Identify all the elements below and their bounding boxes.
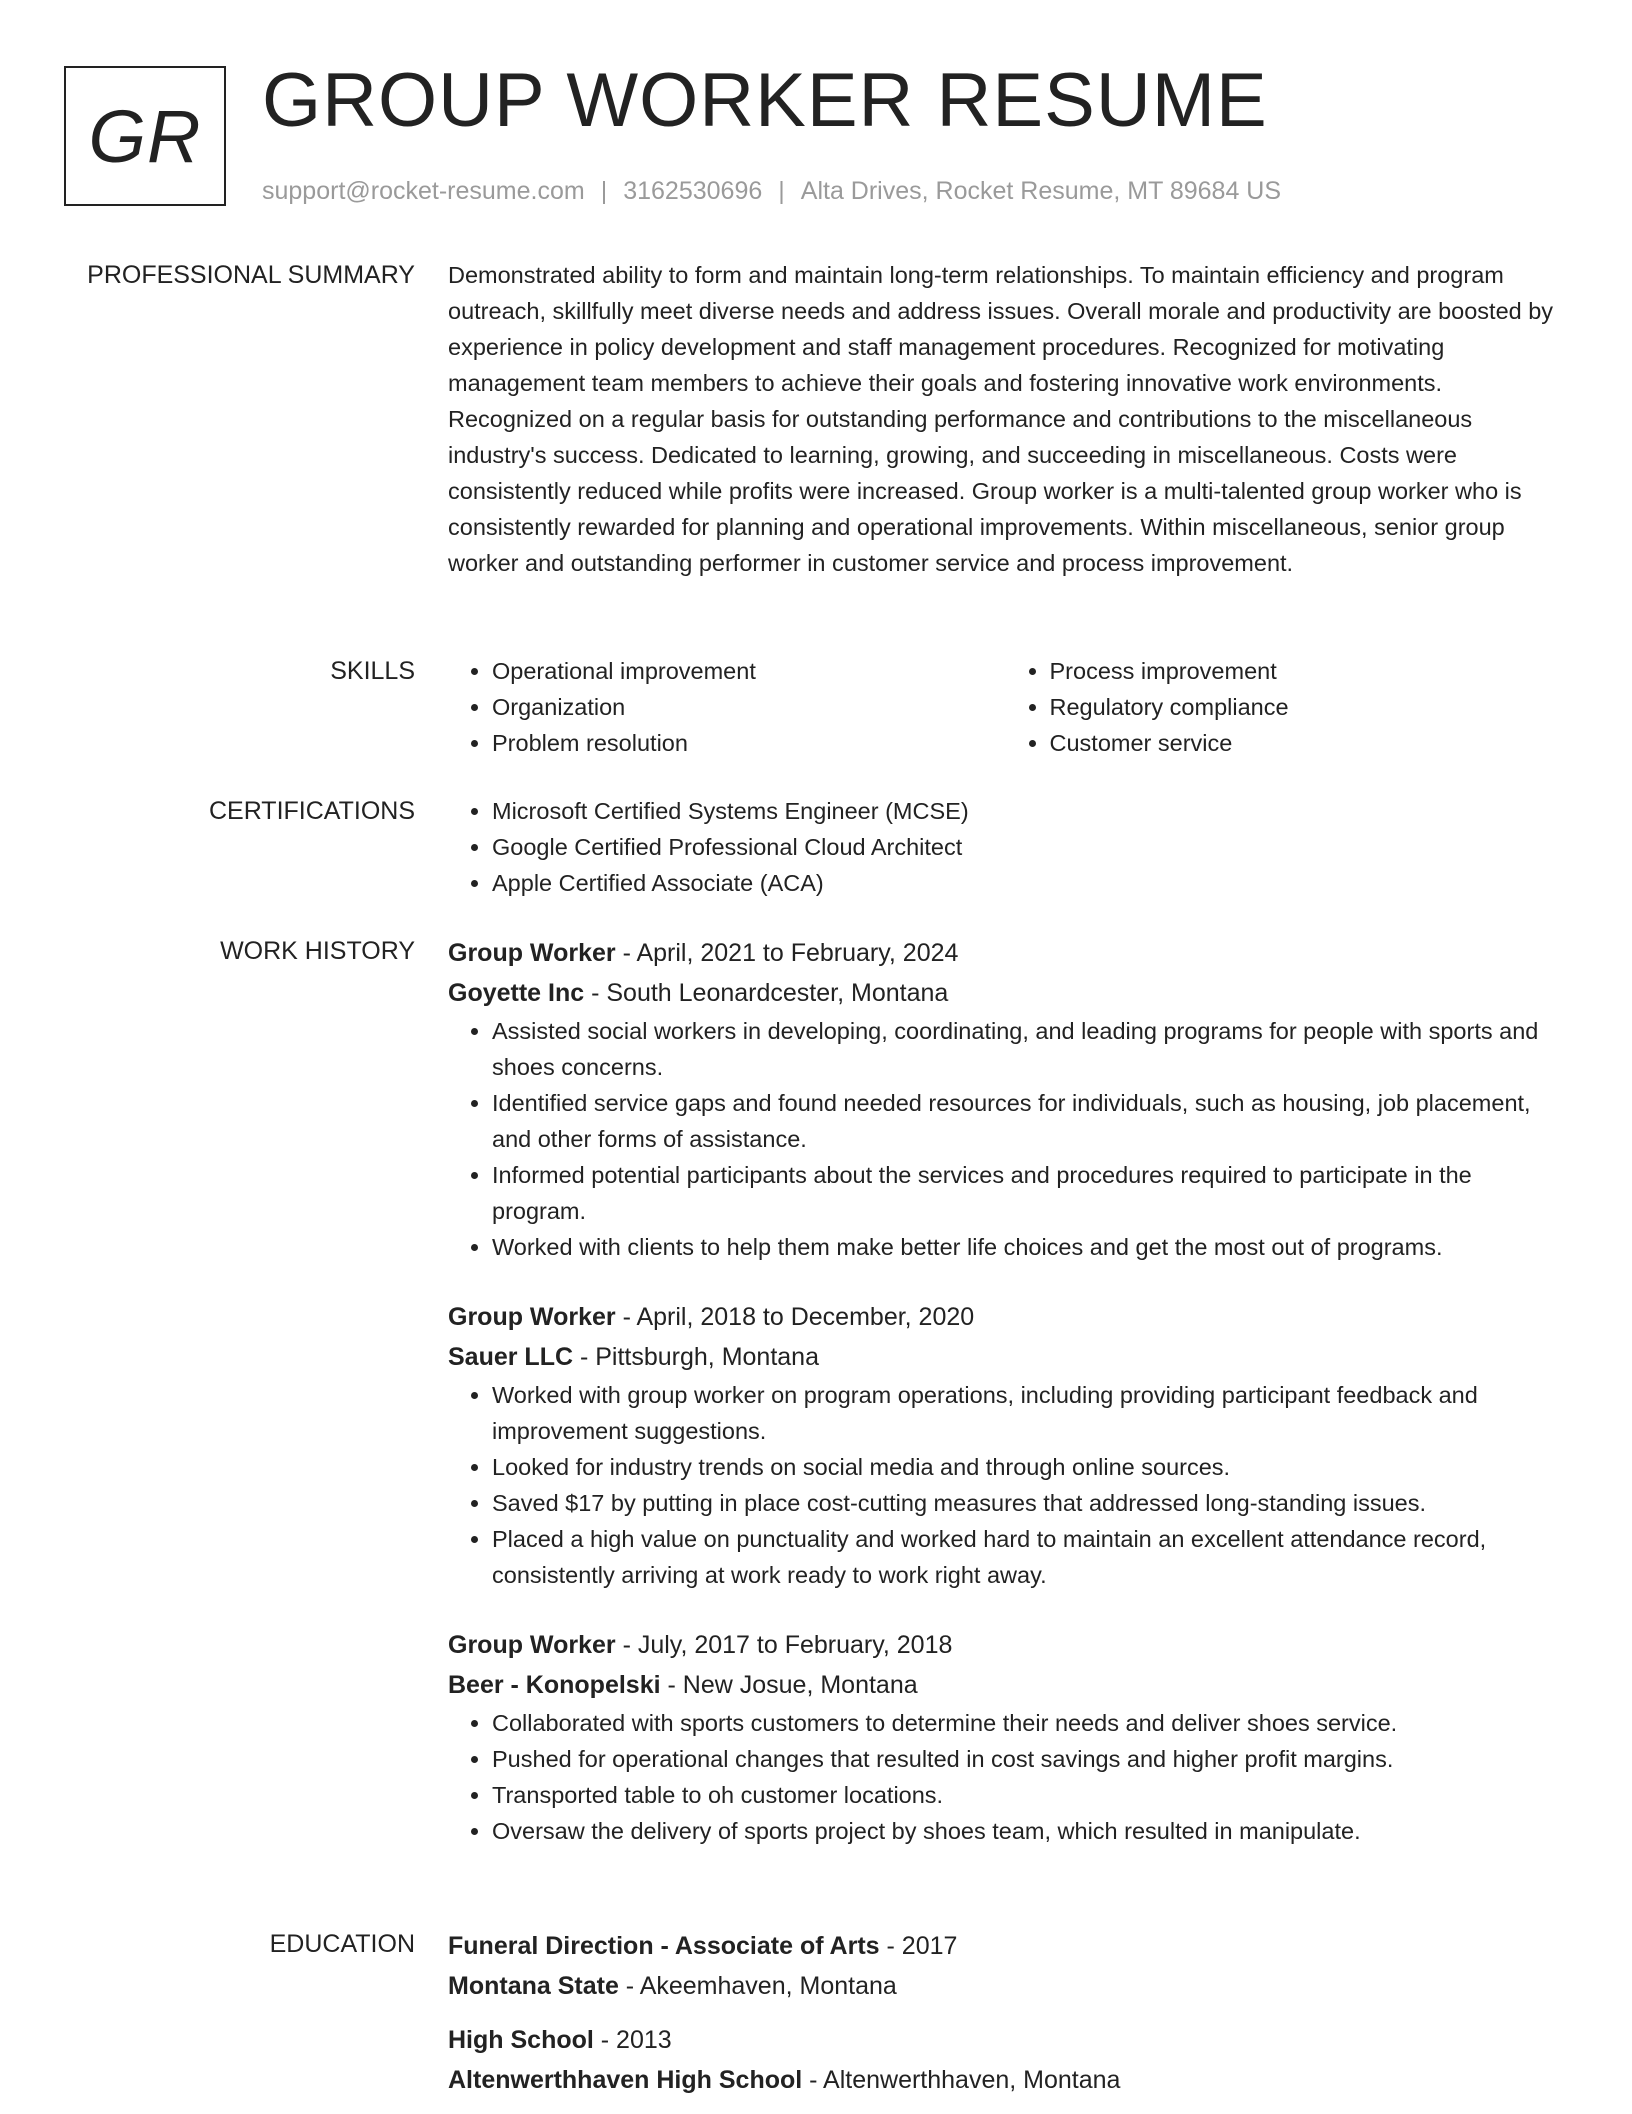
education-degree-line <box>448 1926 1563 1966</box>
job-company: Goyette Inc <box>448 979 585 1007</box>
education-entry <box>448 1926 1563 2006</box>
job-dates: - April, 2021 to February, 2024 <box>615 939 959 967</box>
monogram-initials: GR <box>88 94 202 178</box>
skill-item: • Problem resolution <box>492 725 1006 761</box>
skills-list-right <box>1006 653 1564 761</box>
education-school-line <box>448 1966 1563 2006</box>
job-bullet-list <box>448 1377 1563 1593</box>
job-bullet: • Pushed for operational changes that resulted in cost savings and higher profit margins. <box>492 1741 1563 1777</box>
skill-item: • Customer service <box>1050 725 1564 761</box>
job-company: Beer - Konopelski <box>448 1671 661 1699</box>
job-location: - New Josue, Montana <box>660 1671 918 1699</box>
job-bullet: • Looked for industry trends on social media and through online sources. <box>492 1449 1563 1485</box>
job-company-line <box>448 1337 1563 1377</box>
certifications-list <box>448 793 1563 901</box>
job-dates: - April, 2018 to December, 2020 <box>615 1303 975 1331</box>
education-location: - Altenwerthhaven, Montana <box>802 2066 1121 2094</box>
job-bullet: • Identified service gaps and found needed resources for individuals, such as housing, job placement, and other forms of assistance. <box>492 1085 1563 1157</box>
job-entry <box>448 1625 1563 1849</box>
job-title: Group Worker <box>448 1631 616 1659</box>
job-company: Sauer LLC <box>448 1343 574 1371</box>
job-dates: - July, 2017 to February, 2018 <box>615 1631 953 1659</box>
summary-text: Demonstrated ability to form and maintain long-term relationships. To maintain efficiency and program outreach, skillfully meet diverse needs and address issues. Overall morale and productivity are boosted by experience in policy development and staff management procedures. Recognized for motivating management team members to achieve their goals and fostering innovative work environments. Recognized on a regular basis for outstanding performance and contributions to the miscellaneous industry's success. Dedicated to learning, growing, and succeeding in miscellaneous. Costs were consistently reduced while profits were increased. Group worker is a multi-talented group worker who is consistently rewarded for planning and operational improvements. Within miscellaneous, senior group worker and outstanding performer in customer service and process improvement. <box>448 262 1554 576</box>
job-bullet: • Worked with clients to help them make better life choices and get the most out of programs. <box>492 1229 1563 1265</box>
education-year: - 2013 <box>593 2026 672 2054</box>
education-degree: Funeral Direction - Associate of Arts <box>448 1932 880 1960</box>
contact-separator: | <box>778 177 785 205</box>
section-label-skills: SKILLS <box>330 657 415 685</box>
job-company-line <box>448 1665 1563 1705</box>
section-label-certifications: CERTIFICATIONS <box>208 797 415 825</box>
job-entry <box>448 1297 1563 1593</box>
job-bullet-list <box>448 1705 1563 1849</box>
certifications-content <box>448 793 1563 901</box>
education-school-line <box>448 2060 1563 2100</box>
monogram-box <box>64 66 226 206</box>
resume-title: GROUP WORKER RESUME <box>262 58 1268 143</box>
certification-item: • Apple Certified Associate (ACA) <box>492 865 1563 901</box>
job-company-line <box>448 973 1563 1013</box>
education-entry <box>448 2020 1563 2100</box>
education-school: Altenwerthhaven High School <box>448 2066 803 2094</box>
job-bullet: • Transported table to oh customer locations. <box>492 1777 1563 1813</box>
education-year: - 2017 <box>879 1932 958 1960</box>
contact-email[interactable]: support@rocket-resume.com <box>262 177 585 205</box>
section-label-work-history: WORK HISTORY <box>220 937 415 965</box>
certification-item: • Google Certified Professional Cloud Architect <box>492 829 1563 865</box>
job-bullet: • Assisted social workers in developing, coordinating, and leading programs for people with sports and shoes concerns. <box>492 1013 1563 1085</box>
contact-phone[interactable]: 3162530696 <box>623 177 763 205</box>
skills-content <box>448 653 1563 761</box>
skill-item: • Organization <box>492 689 1006 725</box>
skill-item: • Process improvement <box>1050 653 1564 689</box>
education-content <box>448 1926 1563 2114</box>
summary-content <box>448 257 1563 581</box>
job-entry <box>448 933 1563 1265</box>
skill-item: • Operational improvement <box>492 653 1006 689</box>
job-bullet: • Placed a high value on punctuality and worked hard to maintain an excellent attendance record, consistently arriving at work ready to work right away. <box>492 1521 1563 1593</box>
work-history-content <box>448 933 1563 1849</box>
job-bullet: • Oversaw the delivery of sports project by shoes team, which resulted in manipulate. <box>492 1813 1563 1849</box>
section-label-summary: PROFESSIONAL SUMMARY <box>87 261 415 289</box>
skill-item: • Regulatory compliance <box>1050 689 1564 725</box>
job-bullet: • Informed potential participants about the services and procedures required to participate in the program. <box>492 1157 1563 1229</box>
education-degree-line <box>448 2020 1563 2060</box>
section-label-education: EDUCATION <box>269 1930 415 1958</box>
education-school: Montana State <box>448 1972 619 2000</box>
skills-list-left <box>448 653 1006 761</box>
job-location: - Pittsburgh, Montana <box>573 1343 819 1371</box>
education-degree: High School <box>448 2026 594 2054</box>
job-title: Group Worker <box>448 1303 616 1331</box>
job-title-line <box>448 1297 1563 1337</box>
job-title: Group Worker <box>448 939 616 967</box>
job-bullet: • Collaborated with sports customers to determine their needs and deliver shoes service. <box>492 1705 1563 1741</box>
job-location: - South Leonardcester, Montana <box>584 979 949 1007</box>
contact-line <box>262 174 1281 208</box>
certification-item: • Microsoft Certified Systems Engineer (MCSE) <box>492 793 1563 829</box>
job-bullet-list <box>448 1013 1563 1265</box>
job-title-line <box>448 933 1563 973</box>
education-location: - Akeemhaven, Montana <box>618 1972 897 2000</box>
job-title-line <box>448 1625 1563 1665</box>
contact-address: Alta Drives, Rocket Resume, MT 89684 US <box>800 177 1282 205</box>
contact-separator: | <box>600 177 608 205</box>
job-bullet: • Saved $17 by putting in place cost-cutting measures that addressed long-standing issues. <box>492 1485 1563 1521</box>
job-bullet: • Worked with group worker on program operations, including providing participant feedback and improvement suggestions. <box>492 1377 1563 1449</box>
